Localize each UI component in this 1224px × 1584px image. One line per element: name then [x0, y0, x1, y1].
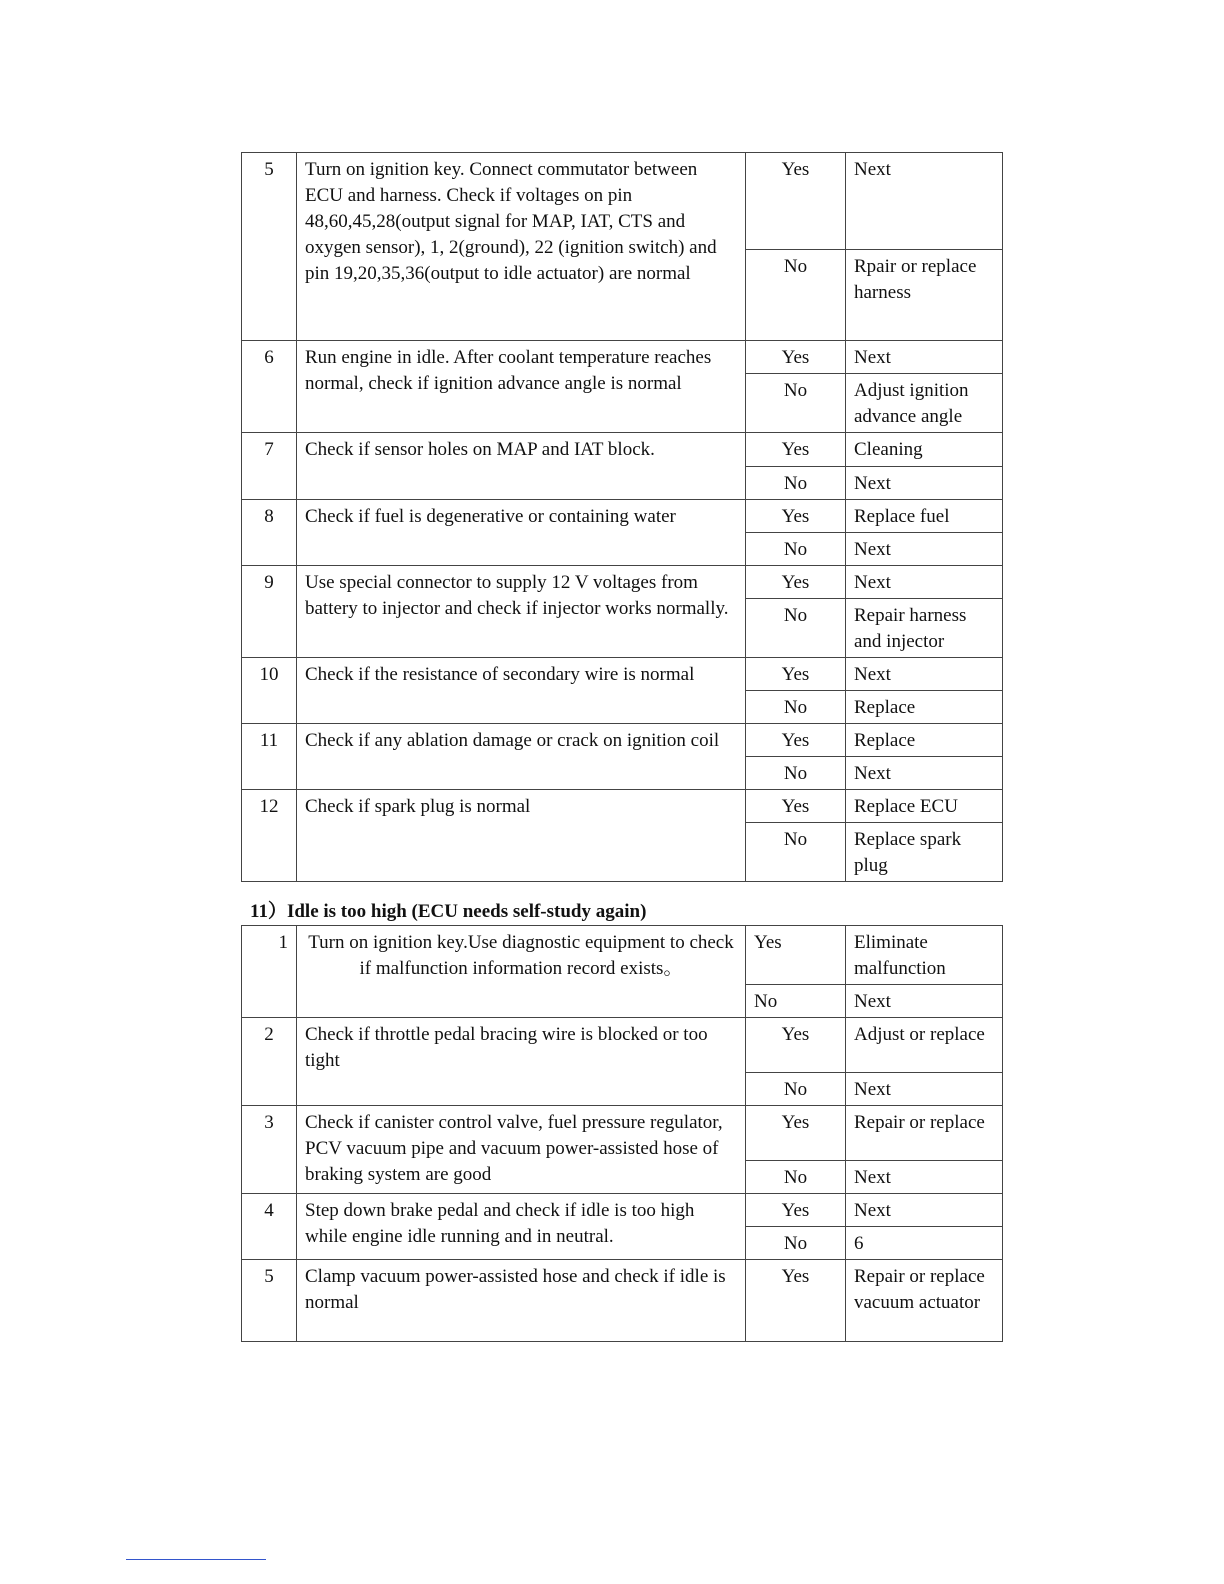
no-answer: No: [746, 757, 846, 790]
table-row: [242, 566, 1003, 599]
no-action: 6: [846, 1227, 1003, 1260]
no-answer: No: [746, 374, 846, 433]
table-row: [242, 926, 1003, 985]
table-row: [242, 790, 1003, 823]
step-number: 12: [242, 790, 297, 882]
no-action: Replace: [846, 691, 1003, 724]
yes-action: Repair or replace: [846, 1106, 1003, 1161]
table-row: [242, 153, 1003, 250]
step-description: Check if canister control valve, fuel pressure regulator, PCV vacuum pipe and vacuum power-assisted hose of braking system are good: [297, 1106, 746, 1194]
no-answer: No: [746, 467, 846, 500]
yes-action: Replace: [846, 724, 1003, 757]
yes-answer: Yes: [746, 790, 846, 823]
yes-answer: Yes: [746, 433, 846, 467]
table-row: [242, 341, 1003, 374]
yes-answer: Yes: [746, 341, 846, 374]
step-number: 11: [242, 724, 297, 790]
step-description: Check if fuel is degenerative or containing water: [297, 500, 746, 566]
step-number: 5: [242, 1260, 297, 1342]
table-row: [242, 1018, 1003, 1073]
yes-action: Eliminate malfunction: [846, 926, 1003, 985]
table-row: [242, 433, 1003, 467]
no-action: Next: [846, 1161, 1003, 1194]
yes-answer: Yes: [746, 500, 846, 533]
yes-answer: Yes: [746, 1194, 846, 1227]
no-action: Adjust ignition advance angle: [846, 374, 1003, 433]
no-action: Rpair or replace harness: [846, 250, 1003, 341]
no-action: Next: [846, 1073, 1003, 1106]
diagnosis-table-2: [241, 925, 1003, 1342]
no-action: Next: [846, 985, 1003, 1018]
table-row: [242, 724, 1003, 757]
no-answer: No: [746, 1073, 846, 1106]
step-description: Clamp vacuum power-assisted hose and check if idle is normal: [297, 1260, 746, 1342]
yes-answer: Yes: [746, 566, 846, 599]
yes-answer: Yes: [746, 1106, 846, 1161]
yes-action: Replace ECU: [846, 790, 1003, 823]
step-number: 2: [242, 1018, 297, 1106]
step-number: 5: [242, 153, 297, 341]
yes-action: Next: [846, 658, 1003, 691]
no-answer: No: [746, 1161, 846, 1194]
yes-answer: Yes: [746, 658, 846, 691]
yes-answer: Yes: [746, 926, 846, 985]
step-description: Check if spark plug is normal: [297, 790, 746, 882]
yes-answer: Yes: [746, 724, 846, 757]
no-answer: No: [746, 823, 846, 882]
step-description: Turn on ignition key. Connect commutator between ECU and harness. Check if voltages on pin 48,60,45,28(output signal for MAP, IAT, CTS and oxygen sensor), 1, 2(ground), 22 (ignition switch) and pin 19,20,35,36(output to idle actuator) are normal: [297, 153, 746, 341]
step-number: 9: [242, 566, 297, 658]
yes-action: Next: [846, 566, 1003, 599]
yes-answer: Yes: [746, 1018, 846, 1073]
no-action: Repair harness and injector: [846, 599, 1003, 658]
table-row: [242, 1106, 1003, 1161]
yes-action: Adjust or replace: [846, 1018, 1003, 1073]
yes-action: Next: [846, 341, 1003, 374]
no-action: Next: [846, 533, 1003, 566]
step-description: Turn on ignition key.Use diagnostic equipment to check if malfunction information record exists。: [297, 926, 746, 1018]
step-description: Run engine in idle. After coolant temperature reaches normal, check if ignition advance angle is normal: [297, 341, 746, 433]
no-answer: No: [746, 533, 846, 566]
yes-answer: Yes: [746, 1260, 846, 1342]
step-number: 3: [242, 1106, 297, 1194]
no-answer: No: [746, 691, 846, 724]
no-answer: No: [746, 1227, 846, 1260]
step-number: 1: [242, 926, 297, 1018]
yes-action: Next: [846, 153, 1003, 250]
step-number: 8: [242, 500, 297, 566]
yes-answer: Yes: [746, 153, 846, 250]
step-description: Check if throttle pedal bracing wire is blocked or too tight: [297, 1018, 746, 1106]
step-description: Check if the resistance of secondary wire is normal: [297, 658, 746, 724]
table-row: [242, 658, 1003, 691]
step-number: 10: [242, 658, 297, 724]
yes-action: Repair or replace vacuum actuator: [846, 1260, 1003, 1342]
step-description: Use special connector to supply 12 V voltages from battery to injector and check if injector works normally.: [297, 566, 746, 658]
step-description: Step down brake pedal and check if idle is too high while engine idle running and in neutral.: [297, 1194, 746, 1260]
no-answer: No: [746, 985, 846, 1018]
step-number: 7: [242, 433, 297, 500]
step-description: Check if sensor holes on MAP and IAT block.: [297, 433, 746, 500]
no-action: Replace spark plug: [846, 823, 1003, 882]
table-row: [242, 1194, 1003, 1227]
step-number: 6: [242, 341, 297, 433]
no-action: Next: [846, 467, 1003, 500]
diagnosis-table-1: [241, 152, 1003, 882]
yes-action: Replace fuel: [846, 500, 1003, 533]
section-heading: 11）Idle is too high (ECU needs self-study again): [250, 901, 647, 922]
yes-action: Next: [846, 1194, 1003, 1227]
no-answer: No: [746, 250, 846, 341]
footnote-separator: [126, 1559, 266, 1560]
no-answer: No: [746, 599, 846, 658]
table-row: [242, 500, 1003, 533]
yes-action: Cleaning: [846, 433, 1003, 467]
step-description: Check if any ablation damage or crack on ignition coil: [297, 724, 746, 790]
step-number: 4: [242, 1194, 297, 1260]
no-action: Next: [846, 757, 1003, 790]
table-row: [242, 1260, 1003, 1342]
